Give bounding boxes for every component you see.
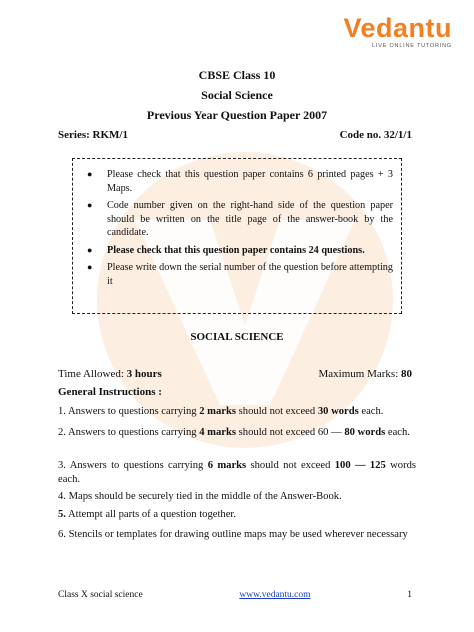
bullet-icon: ● [87,244,93,255]
section-heading: SOCIAL SCIENCE [190,331,284,343]
notice-item: ● Please write down the serial number of the question before attempting it [87,262,393,287]
instruction-6: 6. Stencils or templates for drawing outline maps may be used wherever necessary [58,529,408,540]
instruction-4: 4. Maps should be securely tied in the middle of the Answer-Book. [58,491,342,502]
time-allowed: Time Allowed: 3 hours [58,368,162,380]
exam-board-title: CBSE Class 10 [198,68,276,82]
page-footer [58,590,412,600]
footer-website-link[interactable]: www.vedantu.com [239,590,311,600]
instruction-5: 5. Attempt all parts of a question together. [58,509,237,520]
maximum-marks: Maximum Marks: 80 [318,368,412,380]
code-label: Code no. 32/1/1 [339,129,412,141]
series-label: Series: RKM/1 [58,129,128,141]
bullet-icon: ● [87,262,93,272]
instruction-1: 1. Answers to questions carrying 2 marks should not exceed 30 words each. [58,406,384,417]
subject-title: Social Science [201,88,273,102]
notice-item: ● Please check that this question paper contains 24 questions. [87,244,365,256]
page-number: 1 [407,590,412,600]
logo-tagline: LIVE ONLINE TUTORING [372,43,452,49]
instruction-2: 2. Answers to questions carrying 4 marks should not exceed 60 — 80 words each. [58,427,410,438]
footer-label: Class X social science [58,590,143,600]
instruction-3: 3. Answers to questions carrying 6 marks should not exceed 100 — 125 words each. [58,460,417,485]
paper-title: Previous Year Question Paper 2007 [146,108,328,122]
vedantu-logo[interactable] [343,14,452,49]
notice-item: ● Code number given on the right-hand side of the question paper should be written on the title page of the answer-book by the candidate. [87,200,393,238]
notice-item: ● Please check that this question paper contains 6 printed pages + 3 Maps. [87,169,393,194]
time-marks-row [58,368,412,380]
notice-box [72,158,402,314]
logo-wordmark: Vedantu [343,13,452,43]
bullet-icon: ● [87,200,93,210]
series-row [58,129,412,141]
general-instructions-heading: General Instructions : [58,386,162,398]
bullet-icon: ● [87,169,93,179]
